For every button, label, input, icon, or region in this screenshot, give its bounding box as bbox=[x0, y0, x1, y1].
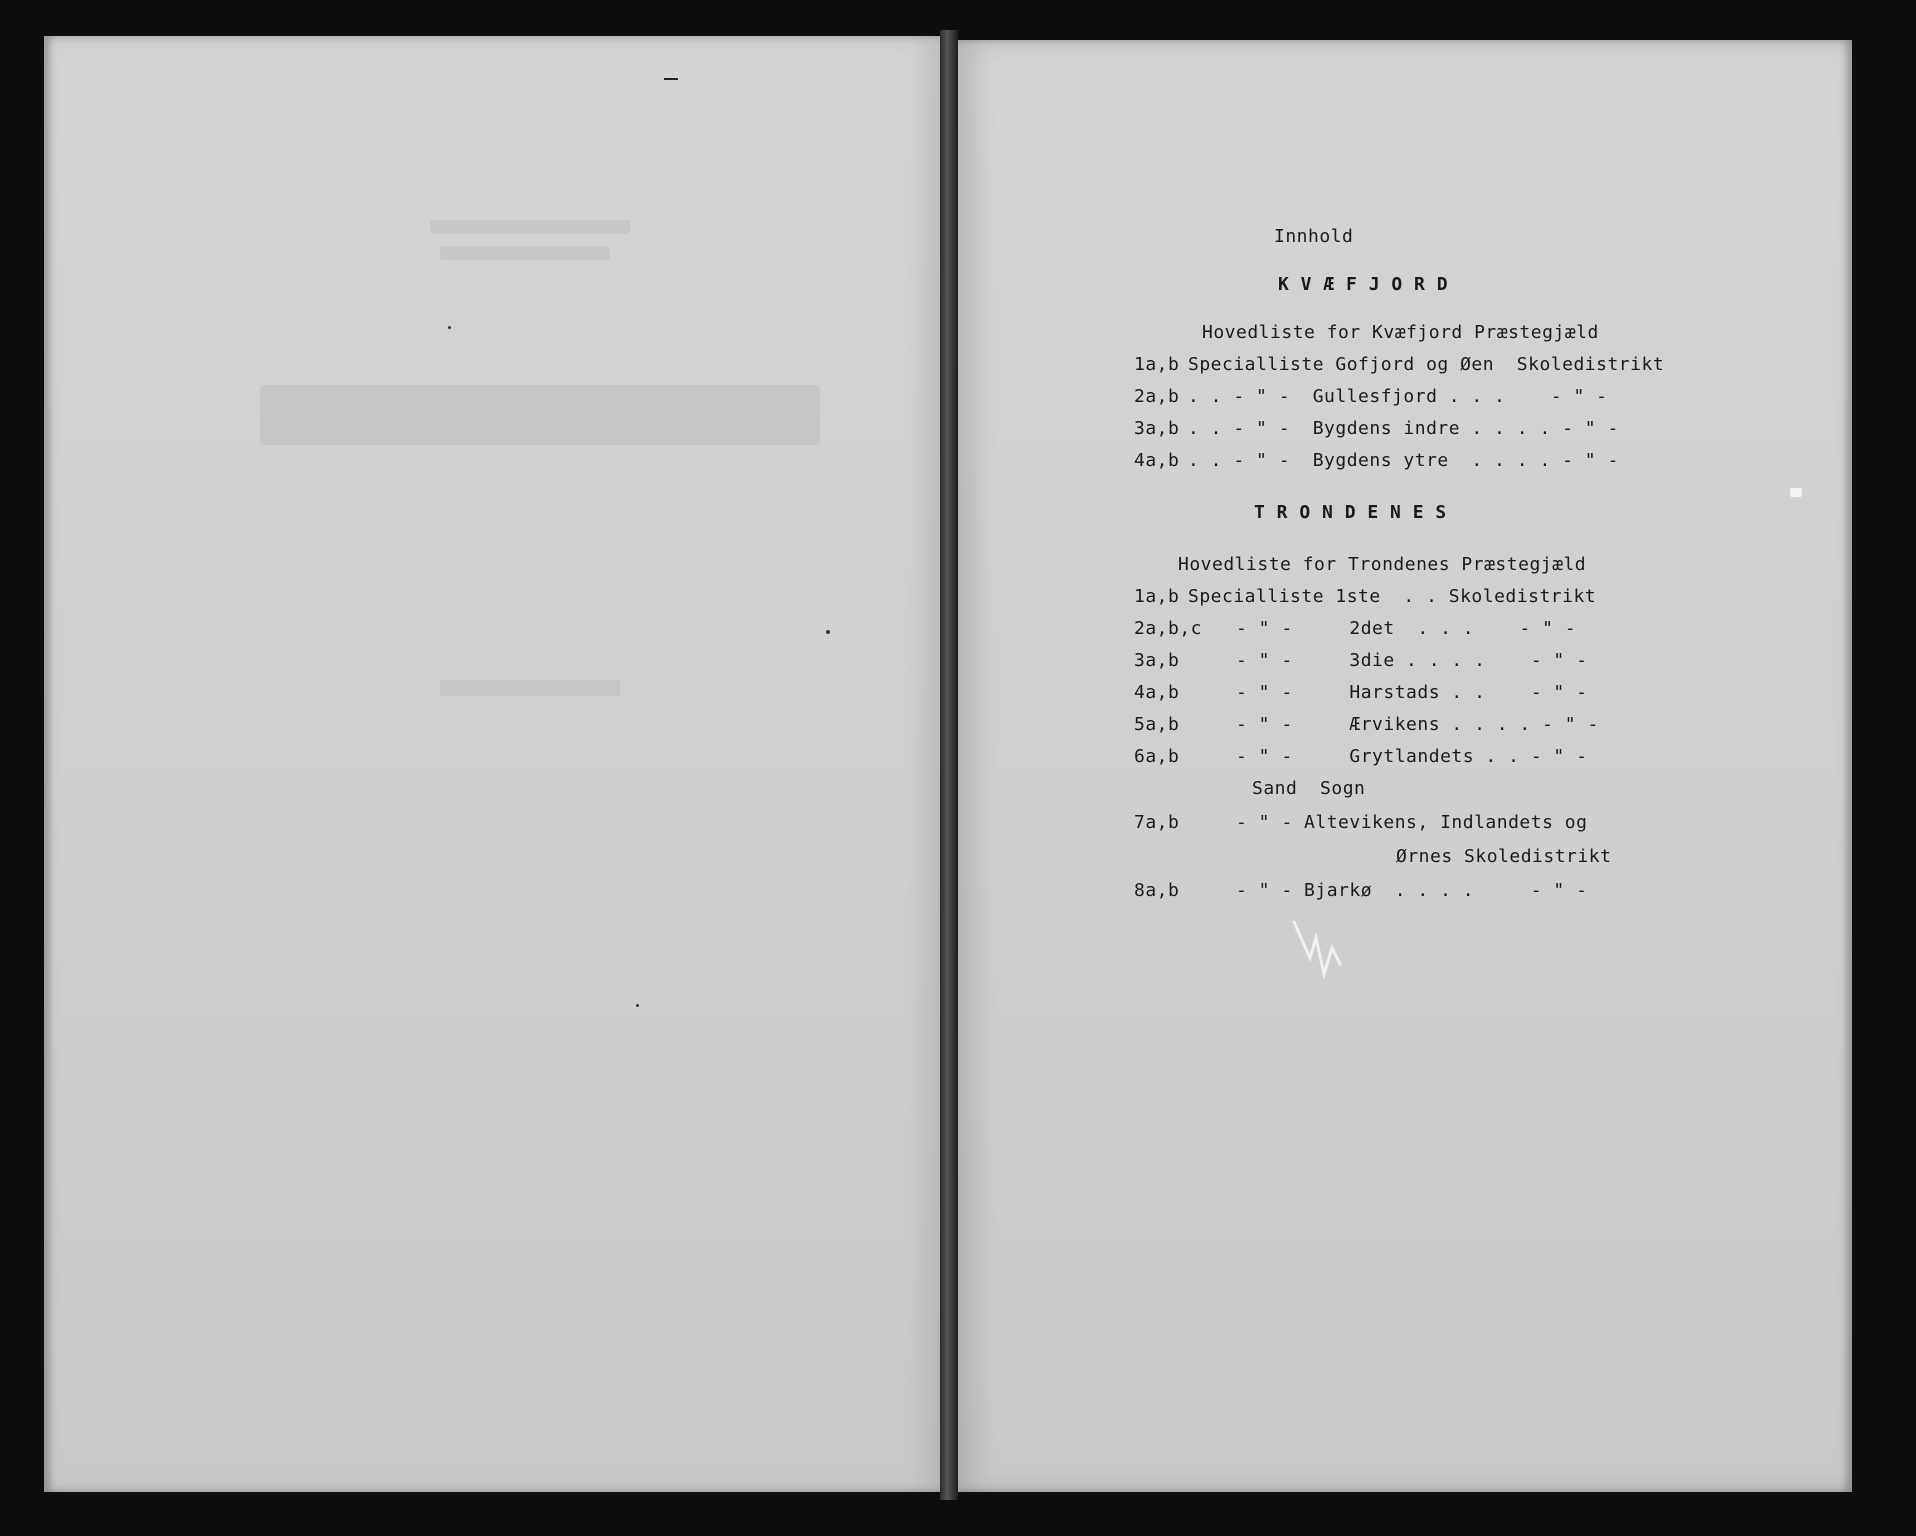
row-text: . . - " - Bygdens ytre . . . . - " - bbox=[1188, 450, 1619, 471]
row-code: 7a,b bbox=[1134, 812, 1180, 833]
faded-bleedthrough-line bbox=[440, 246, 610, 260]
row-text: - " - Altevikens, Indlandets og bbox=[1236, 812, 1588, 833]
row-code: 1a,b bbox=[1134, 586, 1180, 607]
row-text: - " - 2det . . . - " - bbox=[1236, 618, 1577, 639]
contents-page bbox=[952, 40, 1852, 1492]
faded-bleedthrough-line bbox=[430, 220, 630, 234]
row-code: 4a,b bbox=[1134, 450, 1180, 471]
pen-scribble-mark bbox=[1288, 918, 1348, 984]
main-list-kvaefjord: Hovedliste for Kvæfjord Præstegjæld bbox=[1202, 322, 1599, 343]
row-text: Specialliste 1ste . . Skoledistrikt bbox=[1188, 586, 1597, 607]
row-text: - " - Grytlandets . . - " - bbox=[1236, 746, 1588, 767]
section-heading-trondenes: T R O N D E N E S bbox=[1254, 502, 1447, 523]
row-text: . . - " - Gullesfjord . . . - " - bbox=[1188, 386, 1608, 407]
paper-tear-mark bbox=[1790, 488, 1802, 497]
pencil-mark bbox=[664, 78, 678, 80]
row-text: . . - " - Bygdens indre . . . . - " - bbox=[1188, 418, 1619, 439]
faded-bleedthrough-line bbox=[440, 680, 620, 696]
main-list-trondenes: Hovedliste for Trondenes Præstegjæld bbox=[1178, 554, 1587, 575]
row-code: 8a,b bbox=[1134, 880, 1180, 901]
row-text: - " - Bjarkø . . . . - " - bbox=[1236, 880, 1588, 901]
row-code: 6a,b bbox=[1134, 746, 1180, 767]
speck bbox=[826, 630, 830, 634]
row-text: - " - Harstads . . - " - bbox=[1236, 682, 1588, 703]
row-text: - " - 3die . . . . - " - bbox=[1236, 650, 1588, 671]
row-text: - " - Ærvikens . . . . - " - bbox=[1236, 714, 1599, 735]
row-code: 4a,b bbox=[1134, 682, 1180, 703]
row-code: 2a,b,c bbox=[1134, 618, 1203, 639]
row-code: 3a,b bbox=[1134, 650, 1180, 671]
row-code: 5a,b bbox=[1134, 714, 1180, 735]
speck bbox=[636, 1004, 639, 1007]
row-code: 1a,b bbox=[1134, 354, 1180, 375]
contents-title: Innhold bbox=[1274, 226, 1354, 247]
row-code: 2a,b bbox=[1134, 386, 1180, 407]
speck bbox=[448, 326, 451, 329]
section-heading-kvaefjord: K V Æ F J O R D bbox=[1278, 274, 1449, 295]
row-text: Specialliste Gofjord og Øen Skoledistrikt bbox=[1188, 354, 1665, 375]
row-text-continuation: Ørnes Skoledistrikt bbox=[1396, 846, 1612, 867]
faded-bleedthrough-title bbox=[260, 385, 820, 445]
subheading-sand-sogn: Sand Sogn bbox=[1252, 778, 1366, 799]
row-code: 3a,b bbox=[1134, 418, 1180, 439]
